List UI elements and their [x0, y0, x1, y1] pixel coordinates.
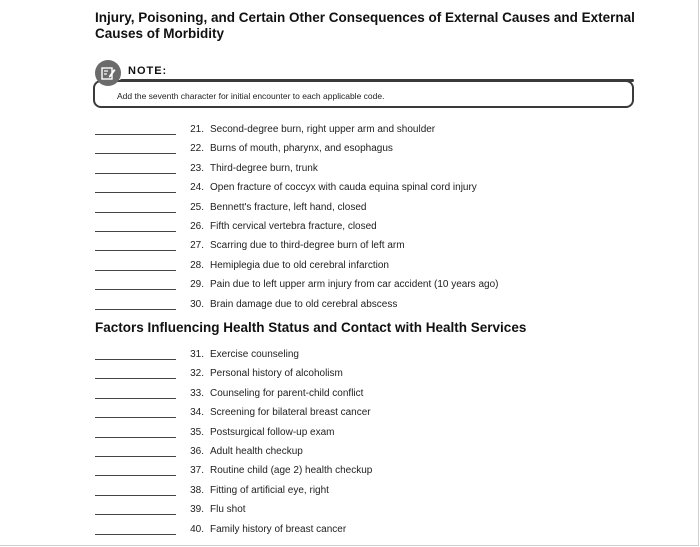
- list-item: [95, 179, 477, 193]
- answer-blank[interactable]: [95, 524, 176, 535]
- answer-blank[interactable]: [95, 202, 176, 213]
- list-item: [95, 365, 343, 379]
- item-description: Exercise counseling: [210, 349, 299, 360]
- item-number: 25.: [190, 201, 204, 213]
- item-description: Bennett's fracture, left hand, closed: [210, 201, 367, 213]
- item-number: 32.: [190, 368, 204, 380]
- item-number: 33.: [190, 387, 204, 399]
- item-description: Hemiplegia due to old cerebral infarction: [210, 259, 389, 271]
- item-description: Open fracture of coccyx with cauda equina spinal cord injury: [210, 182, 477, 194]
- list-item: [95, 346, 299, 360]
- answer-blank[interactable]: [95, 279, 176, 290]
- item-number: 22.: [190, 143, 204, 155]
- note-header-rule: [120, 79, 634, 82]
- item-description: Third-degree burn, trunk: [210, 162, 318, 174]
- item-description: Screening for bilateral breast cancer: [210, 407, 371, 419]
- answer-blank[interactable]: [95, 427, 176, 438]
- item-number: 23.: [190, 162, 204, 174]
- answer-blank[interactable]: [95, 504, 176, 515]
- answer-blank[interactable]: [95, 368, 176, 379]
- list-item: [95, 237, 405, 251]
- list-item: [95, 404, 371, 418]
- item-number: 40.: [190, 523, 204, 535]
- item-number: 30.: [190, 298, 204, 310]
- item-number: 26.: [190, 221, 204, 232]
- item-number: 27.: [190, 240, 204, 252]
- list-item: [95, 160, 318, 174]
- list-item: [95, 424, 335, 438]
- item-description: Personal history of alcoholism: [210, 368, 343, 380]
- answer-blank[interactable]: [95, 388, 176, 399]
- list-item: [95, 140, 393, 154]
- item-description: Second-degree burn, right upper arm and shoulder: [210, 124, 436, 135]
- item-number: 28.: [190, 259, 204, 271]
- answer-blank[interactable]: [95, 240, 176, 251]
- answer-blank[interactable]: [95, 446, 176, 457]
- item-number: 35.: [190, 426, 204, 438]
- item-description: Fifth cervical vertebra fracture, closed: [210, 221, 377, 232]
- note-label: NOTE:: [128, 65, 168, 77]
- list-item: [95, 257, 389, 271]
- answer-blank[interactable]: [95, 163, 176, 174]
- answer-blank[interactable]: [95, 260, 176, 271]
- answer-blank[interactable]: [95, 407, 176, 418]
- item-number: 29.: [190, 279, 204, 291]
- item-number: 24.: [190, 182, 204, 194]
- item-number: 38.: [190, 484, 204, 496]
- item-description: Flu shot: [210, 504, 246, 516]
- answer-blank[interactable]: [95, 485, 176, 496]
- item-description: Counseling for parent-child conflict: [210, 387, 364, 399]
- item-number: 31.: [190, 349, 204, 360]
- list-item: [95, 276, 498, 290]
- list-item: [95, 462, 372, 476]
- item-description: Fitting of artificial eye, right: [210, 484, 329, 496]
- item-description: Burns of mouth, pharynx, and esophagus: [210, 143, 393, 155]
- answer-blank[interactable]: [95, 465, 176, 476]
- answer-blank[interactable]: [95, 221, 176, 232]
- item-description: Scarring due to third-degree burn of left arm: [210, 240, 405, 252]
- item-description: Adult health checkup: [210, 446, 303, 457]
- list-item: [95, 482, 329, 496]
- item-number: 34.: [190, 407, 204, 419]
- list-item: [95, 443, 303, 457]
- list-item: [95, 218, 377, 232]
- list-item: [95, 501, 246, 515]
- section-title-factors: Factors Influencing Health Status and Contact with Health Services: [95, 320, 527, 335]
- item-description: Brain damage due to old cerebral abscess: [210, 298, 398, 310]
- note-text: Add the seventh character for initial encounter to each applicable code.: [117, 91, 385, 101]
- item-number: 37.: [190, 465, 204, 477]
- list-item: [95, 385, 363, 399]
- list-item: [95, 296, 397, 310]
- list-item: [95, 521, 346, 535]
- list-item: [95, 199, 366, 213]
- answer-blank[interactable]: [95, 182, 176, 193]
- item-description: Postsurgical follow-up exam: [210, 426, 335, 438]
- item-number: 21.: [190, 124, 204, 135]
- answer-blank[interactable]: [95, 124, 176, 135]
- item-description: Routine child (age 2) health checkup: [210, 465, 373, 477]
- item-description: Pain due to left upper arm injury from car accident (10 years ago): [210, 279, 499, 291]
- item-number: 36.: [190, 446, 204, 457]
- answer-blank[interactable]: [95, 349, 176, 360]
- note-pencil-icon: [95, 60, 121, 86]
- item-number: 39.: [190, 504, 204, 516]
- answer-blank[interactable]: [95, 143, 176, 154]
- list-item: [95, 121, 435, 135]
- section-title-injury: Injury, Poisoning, and Certain Other Consequences of External Causes and External Causes of Morbidity: [95, 10, 635, 41]
- answer-blank[interactable]: [95, 299, 176, 310]
- item-description: Family history of breast cancer: [210, 523, 347, 535]
